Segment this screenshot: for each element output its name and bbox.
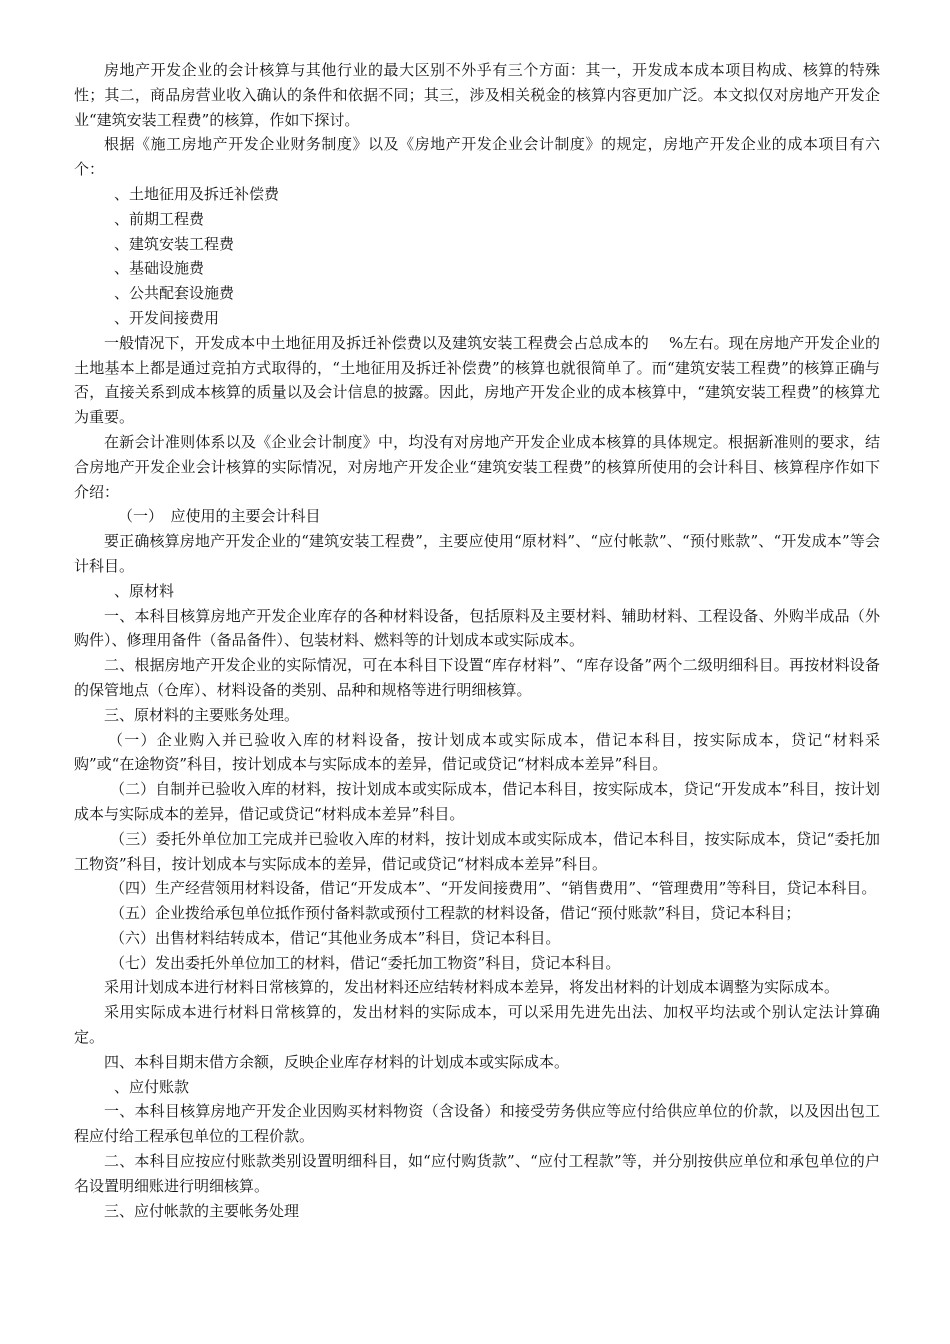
list-item: 、基础设施费 [114, 259, 205, 278]
body-paragraph: （一）企业购入并已验收入库的材料设备，按计划成本或实际成本，借记本科目，按实际成本，贷记“材料采购”或“在途物资”科目，按计划成本与实际成本的差异，借记或贷记“材料成本差异”科目。 [74, 730, 880, 774]
body-paragraph: 三、应付帐款的主要帐务处理 [104, 1201, 300, 1220]
list-item: 、建筑安装工程费 [114, 234, 235, 253]
section-heading: （一） 应使用的主要会计科目 [118, 507, 321, 526]
body-paragraph: （六）出售材料结转成本，借记“其他业务成本”科目，贷记本科目。 [110, 928, 561, 947]
body-paragraph: （二）自制并已验收入库的材料，按计划成本或实际成本，借记本科目，按实际成本，贷记“开发成本”科目，按计划成本与实际成本的差异，借记或贷记“材料成本差异”科目。 [74, 780, 880, 823]
subsection-heading: 、应付账款 [114, 1077, 190, 1096]
body-paragraph: （三）委托外单位加工完成并已验收入库的材料，按计划成本或实际成本，借记本科目，按实际成本，贷记“委托加工物资”科目，按计划成本与实际成本的差异，借记或贷记“材料成本差异”科目。 [74, 829, 880, 873]
body-paragraph: 采用实际成本进行材料日常核算的，发出材料的实际成本，可以采用先进先出法、加权平均法或个别认定法计算确定。 [74, 1003, 880, 1047]
body-paragraph: 四、本科目期末借方余额，反映企业库存材料的计划成本或实际成本。 [104, 1052, 570, 1071]
list-item: 、开发间接费用 [114, 308, 220, 327]
body-paragraph: 一、本科目核算房地产开发企业库存的各种材料设备，包括原料及主要材料、辅助材料、工程设备、外购半成品（外购件）、修理用备件（备品备件）、包装材料、燃料等的计划成本或实际成本。 [74, 606, 880, 650]
document-page [74, 58, 880, 1223]
body-paragraph: 在新会计准则体系以及《企业会计制度》中，均没有对房地产开发企业成本核算的具体规定。根据新准则的要求，结合房地产开发企业会计核算的实际情况，对房地产开发企业“建筑安装工程费”的核算所使用的会计科目、核算程序作如下介绍： [74, 432, 880, 501]
intro-paragraph: 房地产开发企业的会计核算与其他行业的最大区别不外乎有三个方面：其一，开发成本成本项目构成、核算的特殊性；其二，商品房营业收入确认的条件和依据不同；其三，涉及相关税金的核算内容更加广泛。本文拟仅对房地产开发企业“建筑安装工程费”的核算，作如下探讨。 [74, 61, 880, 129]
body-paragraph: 一、本科目核算房地产开发企业因购买材料物资（含设备）和接受劳务供应等应付给供应单位的价款，以及因出包工程应付给工程承包单位的工程价款。 [74, 1102, 880, 1146]
body-paragraph: （四）生产经营领用材料设备，借记“开发成本”、“开发间接费用”、“销售费用”、“管理费用”等科目，贷记本科目。 [110, 879, 877, 898]
list-item: 、土地征用及拆迁补偿费 [114, 184, 280, 203]
cost-items-intro: 根据《施工房地产开发企业财务制度》以及《房地产开发企业会计制度》的规定，房地产开发企业的成本项目有六个： [74, 135, 880, 179]
body-paragraph: 三、原材料的主要账务处理。 [104, 705, 300, 724]
body-paragraph: （七）发出委托外单位加工的材料，借记“委托加工物资”科目，贷记本科目。 [110, 953, 621, 972]
body-paragraph: 要正确核算房地产开发企业的“建筑安装工程费”，主要应使用“原材料”、“应付帐款”、“预付账款”、“开发成本”等会计科目。 [74, 532, 880, 575]
body-paragraph: 二、根据房地产开发企业的实际情况，可在本科目下设置“库存材料”、“库存设备”两个二级明细科目。再按材料设备的保管地点（仓库）、材料设备的类别、品种和规格等进行明细核算。 [74, 656, 880, 699]
list-item: 、前期工程费 [114, 209, 205, 228]
list-item: 、公共配套设施费 [114, 284, 235, 303]
body-paragraph: （五）企业拨给承包单位抵作预付备料款或预付工程款的材料设备，借记“预付账款”科目，贷记本科目； [110, 904, 801, 923]
body-paragraph: 采用计划成本进行材料日常核算的，发出材料还应结转材料成本差异，将发出材料的计划成本调整为实际成本。 [104, 978, 840, 997]
body-paragraph: 二、本科目应按应付账款类别设置明细科目，如“应付购货款”、“应付工程款”等，并分别按供应单位和承包单位的户名设置明细账进行明细核算。 [74, 1152, 880, 1195]
body-paragraph: 一般情况下，开发成本中土地征用及拆迁补偿费以及建筑安装工程费会占总成本的 %左右。现在房地产开发企业的土地基本上都是通过竞拍方式取得的，“土地征用及拆迁补偿费”的核算也就很简单了。而“建筑安装工程费”的核算正确与否，直接关系到成本核算的质量以及会计信息的披露。因此，房地产开发企业的成本核算中，“建筑安装工程费”的核算尤为重要。 [74, 333, 880, 427]
subsection-heading: 、原材料 [114, 581, 175, 600]
